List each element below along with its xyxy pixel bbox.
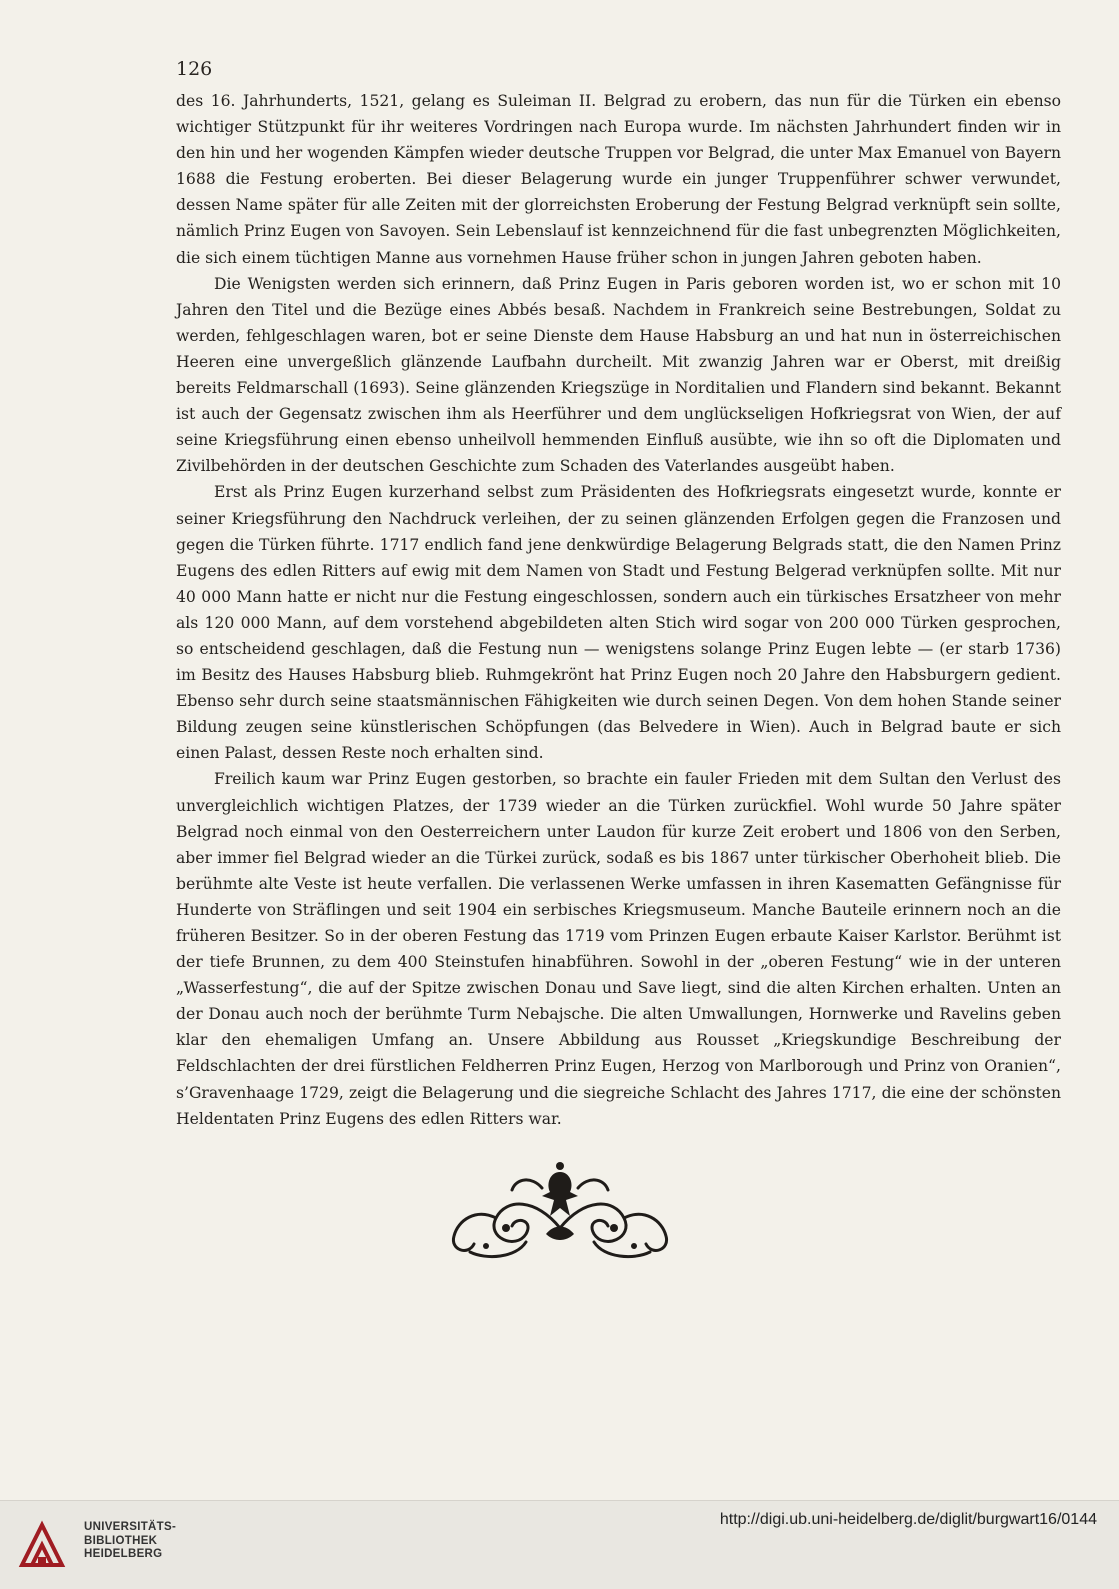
library-logo-icon [14,1517,70,1573]
paragraph-4: Freilich kaum war Prinz Eugen gestorben, so brachte ein fauler Frieden mit dem Sultan den Verlust des unvergleichlich wichtigen Platzes, der 1739 wieder an die Türken zurückfiel. Wohl wurde 50 Jahre später Belgrad noch einmal von den Oesterreichern unter Laudon für kurze Zeit erobert und 1806 von den Serben, aber immer fiel Belgrad wieder an die Türkei zurück, sodaß es bis 1867 unter türkischer Oberhoheit blieb. Die berühmte alte Veste ist heute verfallen. Die verlassenen Werke umfassen in ihren Kasematten Gefängnisse für Hunderte von Sträflingen und seit 1904 ein serbisches Kriegsmuseum. Manche Bauteile erinnern noch an die früheren Besitzer. So in der oberen Festung das 1719 vom Prinzen Eugen erbaute Kaiser Karlstor. Berühmt ist der tiefe Brunnen, zu dem 400 Steinstufen hinabführen. Sowohl in der „oberen Festung“ wie in der unteren „Wasserfestung“, die auf der Spitze zwischen Donau und Save liegt, sind die alten Kirchen erhalten. Unten an der Donau auch noch der berühmte Turm Nebajsche. Die alten Umwallungen, Hornwerke und Ravelins geben klar den ehemaligen Umfang an. Unsere Abbildung aus Rousset „Kriegskundige Beschreibung der Feldschlachten der drei fürstlichen Feldherren Prinz Eugen, Herzog von Marlborough und Prinz von Oranien“, s’Gravenhaage 1729, zeigt die Belagerung und die siegreiche Schlacht des Jahres 1717, die eine der schönsten Heldentaten Prinz Eugens des edlen Ritters war. [176,770,1061,1128]
paragraph-2: Die Wenigsten werden sich erinnern, daß Prinz Eugen in Paris geboren worden ist, wo er schon mit 10 Jahren den Titel und die Bezüge eines Abbés besaß. Nachdem in Frankreich seine Bestrebungen, Soldat zu werden, fehlgeschlagen waren, bot er seine Dienste dem Hause Habsburg an und hat nun in österreichischen Heeren eine unvergeßlich glänzende Laufbahn durcheilt. Mit zwanzig Jahren war er Oberst, mit dreißig bereits Feldmarschall (1693). Seine glänzenden Kriegszüge in Norditalien und Flandern sind bekannt. Bekannt ist auch der Gegensatz zwischen ihm als Heerführer und dem unglückseligen Hofkriegsrat von Wien, der auf seine Kriegsführung einen ebenso unheilvoll hemmenden Einfluß ausübte, wie ihn so oft die Diplomaten und Zivilbehörden in der deutschen Geschichte zum Schaden des Vaterlandes ausgeübt haben. [176,274,1061,476]
article-text [176,88,1061,1132]
paragraph-1: des 16. Jahrhunderts, 1521, gelang es Suleiman II. Belgrad zu erobern, das nun für die Türken ein ebenso wichtiger Stützpunkt für ihr weiteres Vordringen nach Europa wurde. Im nächsten Jahrhundert finden wir in den hin und her wogenden Kämpfen wieder deutsche Truppen vor Belgrad, die unter Max Emanuel von Bayern 1688 die Festung eroberten. Bei dieser Belagerung wurde ein junger Truppenführer schwer verwundet, dessen Name später für alle Zeiten mit der glorreichsten Eroberung der Festung Belgrad verknüpft sein sollte, nämlich Prinz Eugen von Savoyen. Sein Lebenslauf ist kennzeichnend für die fast unbegrenzten Möglichkeiten, die sich einem tüchtigen Manne aus vornehmen Hause früher schon in jungen Jahren geboten haben. [176,92,1061,267]
paragraph-3: Erst als Prinz Eugen kurzerhand selbst zum Präsidenten des Hofkriegsrats eingesetzt wurde, konnte er seiner Kriegsführung den Nachdruck verleihen, der zu seinen glänzenden Erfolgen gegen die Franzosen und gegen die Türken führte. 1717 endlich fand jene denkwürdige Belagerung Belgrads statt, die den Namen Prinz Eugens des edlen Ritters auf ewig mit dem Namen von Stadt und Festung Belgerad verknüpfen sollte. Mit nur 40 000 Mann hatte er nicht nur die Festung eingeschlossen, sondern auch ein türkisches Ersatzheer von mehr als 120 000 Mann, auf dem vorstehend abgebildeten alten Stich wird sogar von 200 000 Türken gesprochen, so entscheidend geschlagen, daß die Festung nun — wenigstens solange Prinz Eugen lebte — (er starb 1736) im Besitz des Hauses Habsburg blieb. Ruhmgekrönt hat Prinz Eugen noch 20 Jahre den Habsburgern gedient. Ebenso sehr durch seine staatsmännischen Fähigkeiten wie durch seinen Degen. Von dem hohen Stande seiner Bildung zeugen seine künstlerischen Schöpfungen (das Belvedere in Wien). Auch in Belgrad baute er sich einen Palast, dessen Reste noch erhalten sind. [176,483,1061,763]
footer-bar [0,1500,1119,1589]
institution-name [84,1521,176,1562]
institution-line: UNIVERSITÄTS- [84,1521,177,1533]
source-url-link[interactable]: http://digi.ub.uni-heidelberg.de/diglit/burgwart16/0144 [719,1511,1097,1528]
vignette-ornament-icon [446,1158,674,1268]
institution-line: HEIDELBERG [84,1548,163,1560]
institution-line: BIBLIOTHEK [84,1534,158,1547]
page-number: 126 [176,58,213,80]
